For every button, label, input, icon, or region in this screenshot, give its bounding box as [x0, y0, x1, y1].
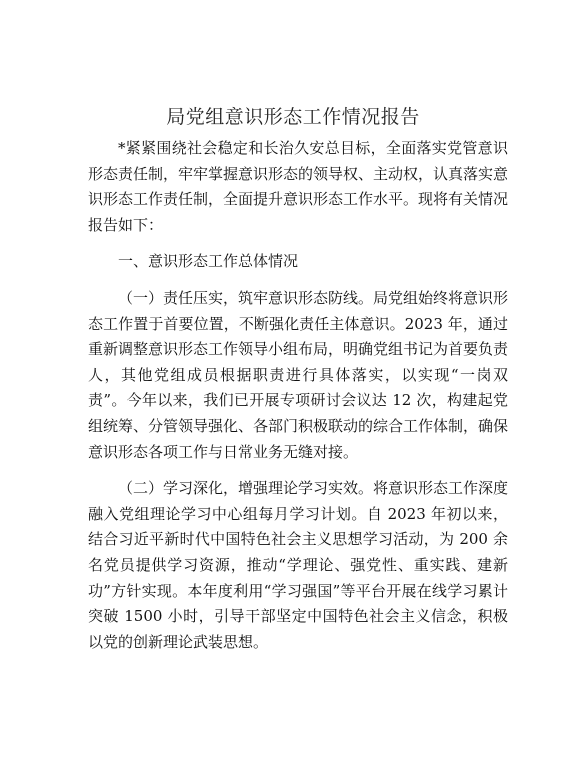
body-paragraph-study: （二）学习深化，增强理论学习实效。将意识形态工作深度融入党组理论学习中心组每月学习计划。自 2023 年初以来，结合习近平新时代中国特色社会主义思想学习活动，为 200 余名党员提供学习资源，推动“学理论、强党性、重实践、建新功”方针实现。本年度利用“学习强国”等平台开展在线学习累计突破 1500 小时，引导干部坚定中国特色社会主义信念，积极以党的创新理论武装思想。	[88, 479, 509, 651]
intro-paragraph: *紧紧围绕社会稳定和长治久安总目标，全面落实党管意识形态责任制，牢牢掌握意识形态的领导权、主动权，认真落实意识形态工作责任制，全面提升意识形态工作水平。现将有关情况报告如下：	[88, 139, 509, 234]
document-title: 局党组意识形态工作情况报告	[166, 106, 420, 128]
body-paragraph-responsibility: （一）责任压实，筑牢意识形态防线。局党组始终将意识形态工作置于首要位置，不断强化责任主体意识。2023 年，通过重新调整意识形态工作领导小组布局，明确党组书记为首要负责人，其他党组成员根据职责进行具体落实，以实现“一岗双责”。今年以来，我们已开展专项研讨会议达 12 次，构建起党组统筹、分管领导强化、各部门积极联动的综合工作体制，确保意识形态各项工作与日常业务无缝对接。	[88, 288, 509, 461]
section-heading: 一、意识形态工作总体情况	[118, 252, 299, 271]
document-body	[88, 136, 508, 666]
